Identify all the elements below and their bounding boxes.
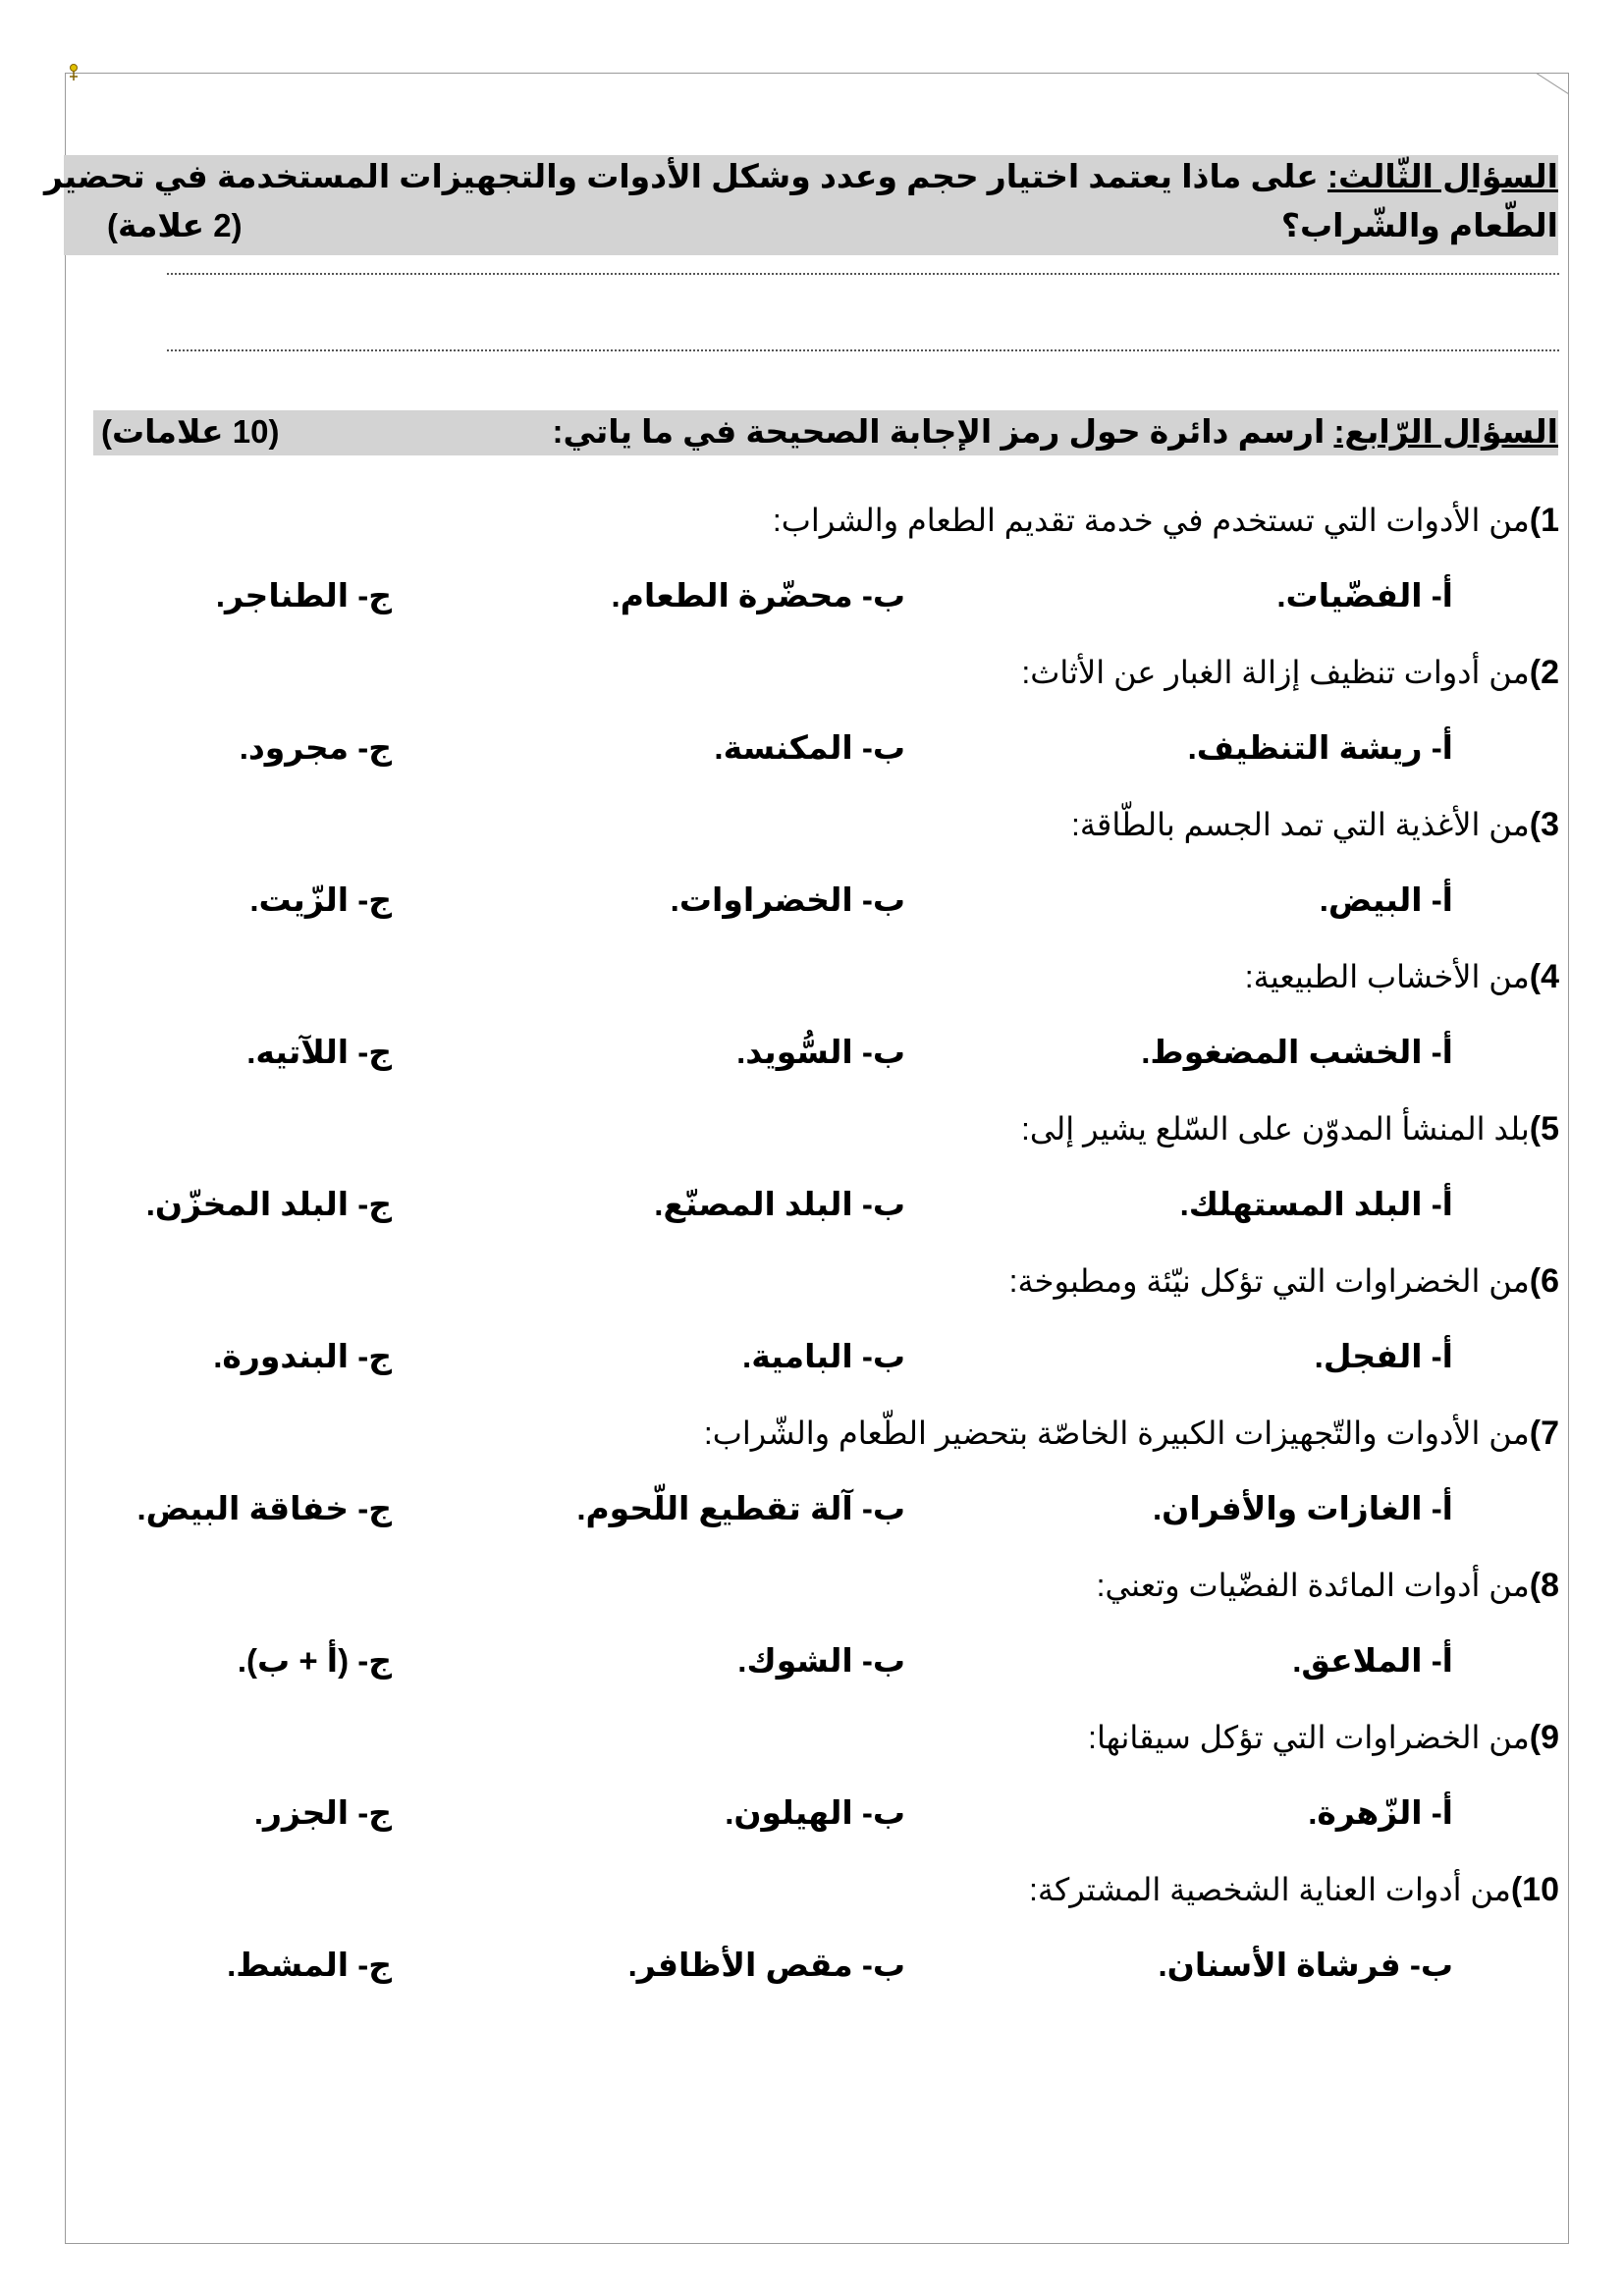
option-a[interactable]: أ- الخشب المضغوط. bbox=[1141, 1034, 1453, 1070]
options-row bbox=[67, 879, 1559, 926]
option-b[interactable]: ب- المكنسة. bbox=[714, 729, 905, 766]
question-number: 3) bbox=[1529, 806, 1559, 843]
question-item bbox=[1029, 1868, 1559, 1911]
question-number: 6) bbox=[1529, 1262, 1559, 1300]
question-item bbox=[773, 499, 1559, 542]
question-item bbox=[1088, 1716, 1559, 1759]
option-a[interactable]: أ- الفضّيات. bbox=[1276, 577, 1453, 614]
option-b[interactable]: ب- الشوك. bbox=[737, 1642, 905, 1679]
question-number: 4) bbox=[1529, 958, 1559, 995]
question-4-line bbox=[552, 410, 1558, 454]
question-3-line2: الطّعام والشّراب؟ bbox=[1280, 207, 1558, 243]
option-c[interactable]: ج- (أ + ب). bbox=[237, 1642, 392, 1679]
question-text: من أدوات تنظيف إزالة الغبار عن الأثاث: bbox=[1021, 655, 1530, 690]
option-b[interactable]: ب- البامية. bbox=[742, 1338, 905, 1374]
question-number: 10) bbox=[1510, 1871, 1559, 1908]
question-text: بلد المنشأ المدوّن على السّلع يشير إلى: bbox=[1020, 1111, 1530, 1147]
question-3-marks: (2 علامة) bbox=[107, 207, 243, 243]
question-3-text: على ماذا يعتمد اختيار حجم وعدد وشكل الأدوات والتجهيزات المستخدمة في تحضير bbox=[43, 158, 1319, 194]
option-c[interactable]: ج- الزّيت. bbox=[249, 881, 392, 918]
question-text: من أدوات المائدة الفضّيات وتعني: bbox=[1096, 1568, 1530, 1603]
option-c[interactable]: ج- البندورة. bbox=[213, 1338, 392, 1374]
question-number: 5) bbox=[1529, 1110, 1559, 1148]
question-number: 1) bbox=[1529, 502, 1559, 539]
question-text: من الأدوات التي تستخدم في خدمة تقديم الطعام والشراب: bbox=[772, 503, 1530, 538]
option-a[interactable]: أ- الزّهرة. bbox=[1308, 1794, 1453, 1831]
option-c[interactable]: ج- خفاقة البيض. bbox=[136, 1490, 392, 1526]
option-c[interactable]: ج- الطناجر. bbox=[215, 577, 392, 614]
question-number: 9) bbox=[1529, 1719, 1559, 1756]
question-4-marks: (10 علامات) bbox=[101, 413, 280, 450]
option-a[interactable]: أ- الملاعق. bbox=[1292, 1642, 1453, 1679]
option-b[interactable]: ب- البلد المصنّع. bbox=[654, 1186, 905, 1222]
question-number: 8) bbox=[1529, 1567, 1559, 1604]
question-number: 7) bbox=[1529, 1415, 1559, 1452]
question-4-text: ارسم دائرة حول رمز الإجابة الصحيحة في ما ياتي: bbox=[552, 413, 1326, 450]
option-c[interactable]: ج- البلد المخزّن. bbox=[145, 1186, 392, 1222]
page-fold-corner bbox=[1536, 73, 1569, 94]
option-a[interactable]: أ- الغازات والأفران. bbox=[1152, 1490, 1453, 1526]
question-text: من الأدوات والتّجهيزات الكبيرة الخاصّة بتحضير الطّعام والشّراب: bbox=[703, 1415, 1530, 1451]
question-text: من الأخشاب الطبيعية: bbox=[1244, 959, 1530, 994]
question-3-label: السؤال الثّالث: bbox=[1327, 158, 1558, 194]
option-c[interactable]: ج- المشط. bbox=[227, 1947, 392, 1983]
option-a[interactable]: أ- ريشة التنظيف. bbox=[1187, 729, 1453, 766]
answer-line-1[interactable] bbox=[167, 273, 1559, 275]
question-number: 2) bbox=[1529, 654, 1559, 691]
question-3-line1 bbox=[43, 155, 1558, 198]
option-b[interactable]: ب- محضّرة الطعام. bbox=[611, 577, 905, 614]
question-item bbox=[704, 1412, 1559, 1455]
options-row bbox=[67, 1944, 1559, 1991]
options-row bbox=[67, 1639, 1559, 1686]
anchor-pin-icon bbox=[67, 63, 81, 84]
options-row bbox=[67, 1335, 1559, 1382]
question-item bbox=[1245, 955, 1559, 998]
option-a[interactable]: أ- البيض. bbox=[1319, 881, 1453, 918]
option-b[interactable]: ب- السُّويد. bbox=[736, 1034, 905, 1070]
options-row bbox=[67, 574, 1559, 621]
options-row bbox=[67, 1791, 1559, 1839]
options-row bbox=[67, 1487, 1559, 1534]
question-text: من أدوات العناية الشخصية المشتركة: bbox=[1028, 1872, 1511, 1907]
question-4-label: السؤال الرّابع: bbox=[1333, 413, 1558, 450]
options-row bbox=[67, 1183, 1559, 1230]
worksheet-page bbox=[65, 73, 1569, 2244]
answer-line-2[interactable] bbox=[167, 349, 1559, 351]
option-b[interactable]: ب- آلة تقطيع اللّحوم. bbox=[576, 1490, 905, 1526]
question-item bbox=[1021, 651, 1559, 694]
option-c[interactable]: ج- مجرود. bbox=[239, 729, 392, 766]
options-row bbox=[67, 1031, 1559, 1078]
option-b[interactable]: ب- مقص الأظافر. bbox=[627, 1947, 905, 1983]
options-row bbox=[67, 726, 1559, 774]
option-b[interactable]: ب- الخضراوات. bbox=[670, 881, 905, 918]
question-4-header bbox=[93, 410, 1558, 455]
question-item bbox=[1021, 1107, 1559, 1150]
question-text: من الأغذية التي تمد الجسم بالطّاقة: bbox=[1071, 807, 1530, 842]
question-text: من الخضراوات التي تؤكل سيقانها: bbox=[1088, 1720, 1530, 1755]
question-3-header bbox=[43, 155, 1558, 255]
question-text: من الخضراوات التي تؤكل نيّئة ومطبوخة: bbox=[1008, 1263, 1530, 1299]
option-c[interactable]: ج- اللآتيه. bbox=[246, 1034, 392, 1070]
option-a[interactable]: ب- فرشاة الأسنان. bbox=[1158, 1947, 1453, 1983]
question-item bbox=[1071, 803, 1559, 846]
question-item bbox=[1097, 1564, 1559, 1607]
option-c[interactable]: ج- الجزر. bbox=[253, 1794, 392, 1831]
question-item bbox=[1009, 1259, 1559, 1303]
option-a[interactable]: أ- البلد المستهلك. bbox=[1179, 1186, 1453, 1222]
option-b[interactable]: ب- الهيلون. bbox=[725, 1794, 905, 1831]
option-a[interactable]: أ- الفجل. bbox=[1314, 1338, 1453, 1374]
